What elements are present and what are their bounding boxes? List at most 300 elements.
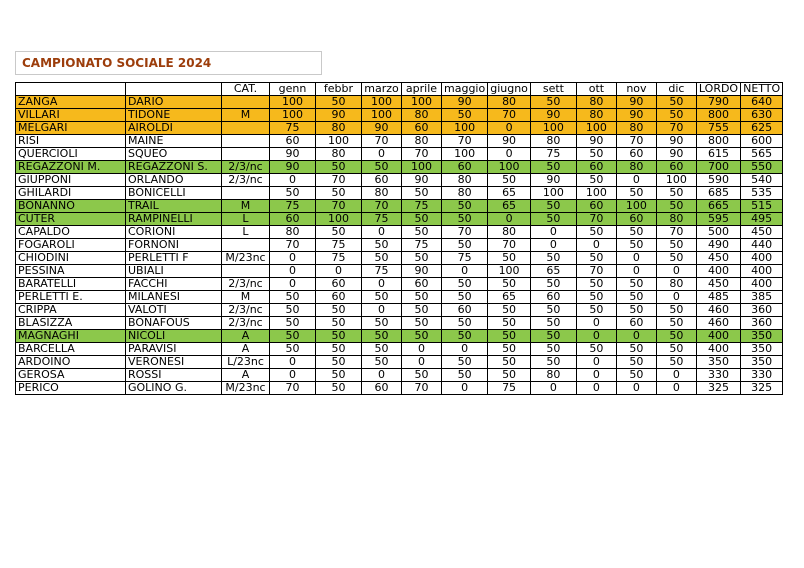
- score-cell: 50: [402, 213, 442, 226]
- score-cell: 485: [696, 291, 740, 304]
- score-cell: 80: [576, 96, 616, 109]
- score-cell: 590: [696, 174, 740, 187]
- score-cell: 70: [616, 135, 656, 148]
- score-cell: 50: [402, 291, 442, 304]
- score-cell: 400: [741, 265, 783, 278]
- score-cell: 70: [576, 265, 616, 278]
- score-cell: 640: [741, 96, 783, 109]
- partner-cell: RAMPINELLI: [126, 213, 222, 226]
- score-cell: 50: [316, 356, 362, 369]
- score-cell: 450: [741, 226, 783, 239]
- score-cell: 90: [442, 96, 488, 109]
- score-cell: 50: [442, 291, 488, 304]
- table-row: [16, 96, 783, 109]
- score-cell: 0: [576, 317, 616, 330]
- score-cell: 70: [402, 148, 442, 161]
- col-header: sett: [530, 83, 576, 96]
- category-cell: L: [222, 226, 270, 239]
- category-cell: [222, 148, 270, 161]
- score-cell: 70: [442, 135, 488, 148]
- score-cell: 50: [362, 291, 402, 304]
- col-header: genn: [270, 83, 316, 96]
- score-cell: 100: [576, 122, 616, 135]
- col-header: maggio: [442, 83, 488, 96]
- score-cell: 0: [656, 265, 696, 278]
- score-cell: 60: [616, 148, 656, 161]
- score-cell: 385: [741, 291, 783, 304]
- score-cell: 80: [442, 187, 488, 200]
- score-cell: 50: [270, 291, 316, 304]
- score-cell: 50: [402, 317, 442, 330]
- score-cell: 0: [616, 174, 656, 187]
- score-cell: 80: [442, 174, 488, 187]
- page-title: CAMPIONATO SOCIALE 2024: [22, 56, 212, 70]
- score-cell: 50: [488, 174, 531, 187]
- score-cell: 50: [656, 252, 696, 265]
- table-row: [16, 317, 783, 330]
- score-cell: 0: [530, 382, 576, 395]
- partner-cell: ORLANDO: [126, 174, 222, 187]
- score-cell: 60: [576, 161, 616, 174]
- score-cell: 90: [656, 135, 696, 148]
- partner-cell: ROSSI: [126, 369, 222, 382]
- score-cell: 0: [616, 330, 656, 343]
- score-cell: 50: [316, 96, 362, 109]
- score-cell: 50: [270, 304, 316, 317]
- score-cell: 100: [316, 135, 362, 148]
- score-cell: 75: [316, 239, 362, 252]
- score-cell: 50: [402, 187, 442, 200]
- surname-cell: ZANGA: [16, 96, 126, 109]
- score-cell: 75: [488, 382, 531, 395]
- score-cell: 50: [530, 200, 576, 213]
- score-cell: 100: [488, 265, 531, 278]
- partner-cell: MILANESI: [126, 291, 222, 304]
- score-cell: 50: [442, 278, 488, 291]
- score-cell: 360: [741, 317, 783, 330]
- category-cell: A: [222, 369, 270, 382]
- score-cell: 50: [616, 239, 656, 252]
- category-cell: M: [222, 291, 270, 304]
- surname-cell: CRIPPA: [16, 304, 126, 317]
- score-cell: 50: [616, 369, 656, 382]
- score-cell: 0: [270, 252, 316, 265]
- category-cell: L/23nc: [222, 356, 270, 369]
- score-cell: 100: [270, 109, 316, 122]
- score-cell: 70: [488, 239, 531, 252]
- score-cell: 700: [696, 161, 740, 174]
- score-cell: 100: [616, 200, 656, 213]
- score-cell: 80: [270, 226, 316, 239]
- score-cell: 65: [488, 200, 531, 213]
- score-cell: 90: [656, 148, 696, 161]
- category-cell: 2/3/nc: [222, 304, 270, 317]
- score-cell: 400: [741, 278, 783, 291]
- score-cell: 60: [270, 135, 316, 148]
- score-cell: 50: [442, 200, 488, 213]
- score-cell: 60: [616, 213, 656, 226]
- score-cell: 90: [576, 135, 616, 148]
- score-cell: 75: [316, 252, 362, 265]
- score-cell: 50: [442, 356, 488, 369]
- score-cell: 350: [741, 356, 783, 369]
- score-cell: 50: [270, 343, 316, 356]
- table-row: [16, 278, 783, 291]
- surname-cell: RISI: [16, 135, 126, 148]
- score-cell: 90: [530, 109, 576, 122]
- score-cell: 0: [576, 239, 616, 252]
- score-cell: 0: [576, 369, 616, 382]
- score-cell: 50: [488, 278, 531, 291]
- partner-cell: FACCHI: [126, 278, 222, 291]
- score-cell: 0: [616, 252, 656, 265]
- score-cell: 50: [656, 96, 696, 109]
- score-cell: 50: [442, 317, 488, 330]
- score-cell: 50: [616, 304, 656, 317]
- score-cell: 50: [530, 278, 576, 291]
- score-cell: 50: [362, 343, 402, 356]
- score-cell: 50: [402, 369, 442, 382]
- standings-table: [15, 82, 783, 395]
- category-cell: M: [222, 200, 270, 213]
- surname-cell: CAPALDO: [16, 226, 126, 239]
- surname-cell: GHILARDI: [16, 187, 126, 200]
- score-cell: 100: [270, 96, 316, 109]
- score-cell: 50: [616, 187, 656, 200]
- score-cell: 50: [362, 356, 402, 369]
- score-cell: 50: [656, 200, 696, 213]
- category-cell: A: [222, 343, 270, 356]
- score-cell: 0: [270, 356, 316, 369]
- score-cell: 70: [656, 226, 696, 239]
- table-row: [16, 343, 783, 356]
- score-cell: 0: [362, 369, 402, 382]
- score-cell: 0: [656, 382, 696, 395]
- col-header: giugno: [488, 83, 531, 96]
- score-cell: 60: [316, 291, 362, 304]
- col-header: CAT.: [222, 83, 270, 96]
- surname-cell: PESSINA: [16, 265, 126, 278]
- category-cell: M/23nc: [222, 382, 270, 395]
- score-cell: 50: [656, 304, 696, 317]
- score-cell: 350: [741, 330, 783, 343]
- score-cell: 100: [656, 174, 696, 187]
- score-cell: 535: [741, 187, 783, 200]
- score-cell: 100: [402, 161, 442, 174]
- surname-cell: GIUPPONI: [16, 174, 126, 187]
- table-row: [16, 109, 783, 122]
- category-cell: [222, 135, 270, 148]
- score-cell: 50: [656, 187, 696, 200]
- score-cell: 440: [741, 239, 783, 252]
- score-cell: 615: [696, 148, 740, 161]
- score-cell: 540: [741, 174, 783, 187]
- score-cell: 70: [270, 239, 316, 252]
- col-header: dic: [656, 83, 696, 96]
- partner-cell: DARIO: [126, 96, 222, 109]
- score-cell: 595: [696, 213, 740, 226]
- partner-cell: NICOLI: [126, 330, 222, 343]
- score-cell: 0: [270, 278, 316, 291]
- table-row: [16, 200, 783, 213]
- partner-cell: SQUEO: [126, 148, 222, 161]
- score-cell: 75: [362, 213, 402, 226]
- score-cell: 0: [270, 369, 316, 382]
- score-cell: 65: [488, 291, 531, 304]
- score-cell: 50: [530, 317, 576, 330]
- score-cell: 90: [362, 122, 402, 135]
- score-cell: 350: [696, 356, 740, 369]
- surname-cell: PERLETTI E.: [16, 291, 126, 304]
- score-cell: 600: [741, 135, 783, 148]
- score-cell: 50: [316, 343, 362, 356]
- score-cell: 100: [442, 122, 488, 135]
- score-cell: 0: [362, 278, 402, 291]
- score-cell: 450: [696, 278, 740, 291]
- score-cell: 400: [696, 343, 740, 356]
- score-cell: 0: [576, 382, 616, 395]
- score-cell: 550: [741, 161, 783, 174]
- score-cell: 50: [530, 330, 576, 343]
- score-cell: 330: [696, 369, 740, 382]
- score-cell: 70: [362, 135, 402, 148]
- table-row: [16, 226, 783, 239]
- score-cell: 80: [488, 226, 531, 239]
- partner-cell: BONAFOUS: [126, 317, 222, 330]
- score-cell: 400: [741, 252, 783, 265]
- partner-cell: FORNONI: [126, 239, 222, 252]
- table-row: [16, 304, 783, 317]
- score-cell: 50: [656, 330, 696, 343]
- table-row: [16, 122, 783, 135]
- score-cell: 100: [362, 109, 402, 122]
- score-cell: 50: [362, 161, 402, 174]
- score-cell: 0: [362, 226, 402, 239]
- partner-cell: GOLINO G.: [126, 382, 222, 395]
- score-cell: 0: [488, 148, 531, 161]
- score-cell: 50: [656, 343, 696, 356]
- score-cell: 75: [362, 265, 402, 278]
- table-row: [16, 239, 783, 252]
- partner-cell: BONICELLI: [126, 187, 222, 200]
- score-cell: 50: [576, 252, 616, 265]
- score-cell: 0: [402, 356, 442, 369]
- partner-cell: UBIALI: [126, 265, 222, 278]
- category-cell: 2/3/nc: [222, 317, 270, 330]
- surname-cell: PERICO: [16, 382, 126, 395]
- col-header: ott: [576, 83, 616, 96]
- score-cell: 70: [442, 226, 488, 239]
- score-cell: 50: [656, 317, 696, 330]
- score-cell: 100: [402, 96, 442, 109]
- score-cell: 50: [362, 239, 402, 252]
- score-cell: 50: [488, 356, 531, 369]
- table-row: [16, 369, 783, 382]
- col-header: [16, 83, 126, 96]
- table-row: [16, 265, 783, 278]
- score-cell: 80: [402, 135, 442, 148]
- score-cell: 70: [316, 174, 362, 187]
- score-cell: 50: [656, 109, 696, 122]
- score-cell: 50: [530, 96, 576, 109]
- table-row: [16, 213, 783, 226]
- score-cell: 90: [616, 96, 656, 109]
- score-cell: 70: [270, 382, 316, 395]
- category-cell: 2/3/nc: [222, 278, 270, 291]
- col-header: febbr: [316, 83, 362, 96]
- score-cell: 80: [316, 148, 362, 161]
- col-header: LORDO: [696, 83, 740, 96]
- score-cell: 0: [316, 265, 362, 278]
- score-cell: 80: [530, 135, 576, 148]
- score-cell: 90: [402, 265, 442, 278]
- score-cell: 50: [656, 356, 696, 369]
- score-cell: 50: [316, 369, 362, 382]
- score-cell: 495: [741, 213, 783, 226]
- score-cell: 100: [442, 148, 488, 161]
- surname-cell: ARDOINO: [16, 356, 126, 369]
- score-cell: 50: [316, 226, 362, 239]
- partner-cell: PERLETTI F: [126, 252, 222, 265]
- col-header: aprile: [402, 83, 442, 96]
- score-cell: 50: [616, 291, 656, 304]
- score-cell: 50: [402, 226, 442, 239]
- score-cell: 60: [530, 291, 576, 304]
- table-row: [16, 252, 783, 265]
- score-cell: 50: [402, 304, 442, 317]
- score-cell: 360: [741, 304, 783, 317]
- score-cell: 685: [696, 187, 740, 200]
- surname-cell: VILLARI: [16, 109, 126, 122]
- score-cell: 50: [576, 291, 616, 304]
- score-cell: 325: [741, 382, 783, 395]
- table-row: [16, 148, 783, 161]
- score-cell: 0: [488, 213, 531, 226]
- score-cell: 75: [442, 252, 488, 265]
- score-cell: 50: [270, 330, 316, 343]
- score-cell: 60: [362, 174, 402, 187]
- surname-cell: MAGNAGHI: [16, 330, 126, 343]
- score-cell: 325: [696, 382, 740, 395]
- table-row: [16, 382, 783, 395]
- score-cell: 800: [696, 109, 740, 122]
- score-cell: 50: [442, 109, 488, 122]
- score-cell: 400: [696, 330, 740, 343]
- col-header: NETTO: [741, 83, 783, 96]
- surname-cell: GEROSA: [16, 369, 126, 382]
- score-cell: 50: [402, 252, 442, 265]
- score-cell: 70: [316, 200, 362, 213]
- score-cell: 0: [656, 291, 696, 304]
- score-cell: 625: [741, 122, 783, 135]
- score-cell: 50: [270, 187, 316, 200]
- surname-cell: REGAZZONI M.: [16, 161, 126, 174]
- surname-cell: CUTER: [16, 213, 126, 226]
- score-cell: 75: [530, 148, 576, 161]
- category-cell: [222, 239, 270, 252]
- score-cell: 90: [616, 109, 656, 122]
- partner-cell: VERONESI: [126, 356, 222, 369]
- score-cell: 50: [530, 304, 576, 317]
- score-cell: 50: [316, 304, 362, 317]
- score-cell: 50: [576, 174, 616, 187]
- table-row: [16, 330, 783, 343]
- score-cell: 0: [442, 343, 488, 356]
- score-cell: 70: [488, 109, 531, 122]
- score-cell: 515: [741, 200, 783, 213]
- score-cell: 80: [616, 122, 656, 135]
- partner-cell: TIDONE: [126, 109, 222, 122]
- score-cell: 90: [270, 148, 316, 161]
- header-row: [16, 83, 783, 96]
- score-cell: 0: [656, 369, 696, 382]
- surname-cell: MELGARI: [16, 122, 126, 135]
- score-cell: 80: [402, 109, 442, 122]
- col-header: [126, 83, 222, 96]
- table-row: [16, 174, 783, 187]
- score-cell: 460: [696, 304, 740, 317]
- score-cell: 80: [576, 109, 616, 122]
- score-cell: 0: [530, 239, 576, 252]
- surname-cell: BARCELLA: [16, 343, 126, 356]
- score-cell: 460: [696, 317, 740, 330]
- table-row: [16, 356, 783, 369]
- score-cell: 75: [402, 239, 442, 252]
- surname-cell: QUERCIOLI: [16, 148, 126, 161]
- score-cell: 80: [316, 122, 362, 135]
- col-header: nov: [616, 83, 656, 96]
- score-cell: 50: [362, 330, 402, 343]
- score-cell: 50: [488, 317, 531, 330]
- score-cell: 75: [270, 122, 316, 135]
- score-cell: 80: [656, 278, 696, 291]
- score-cell: 0: [362, 304, 402, 317]
- score-cell: 70: [576, 213, 616, 226]
- score-cell: 50: [442, 239, 488, 252]
- table-row: [16, 187, 783, 200]
- score-cell: 50: [576, 343, 616, 356]
- score-cell: 50: [616, 226, 656, 239]
- score-cell: 0: [442, 265, 488, 278]
- score-cell: 60: [362, 382, 402, 395]
- score-cell: 60: [270, 213, 316, 226]
- partner-cell: TRAIL: [126, 200, 222, 213]
- score-cell: 330: [741, 369, 783, 382]
- score-cell: 75: [402, 200, 442, 213]
- score-cell: 100: [576, 187, 616, 200]
- partner-cell: REGAZZONI S.: [126, 161, 222, 174]
- partner-cell: AIROLDI: [126, 122, 222, 135]
- score-cell: 350: [741, 343, 783, 356]
- partner-cell: PARAVISI: [126, 343, 222, 356]
- score-cell: 50: [656, 239, 696, 252]
- score-cell: 80: [362, 187, 402, 200]
- score-cell: 100: [362, 96, 402, 109]
- score-cell: 50: [616, 356, 656, 369]
- score-cell: 50: [402, 330, 442, 343]
- score-cell: 50: [530, 343, 576, 356]
- score-cell: 50: [530, 213, 576, 226]
- score-cell: 50: [488, 304, 531, 317]
- score-cell: 50: [270, 317, 316, 330]
- score-cell: 0: [270, 265, 316, 278]
- score-cell: 755: [696, 122, 740, 135]
- partner-cell: MAINE: [126, 135, 222, 148]
- surname-cell: BARATELLI: [16, 278, 126, 291]
- score-cell: 50: [362, 317, 402, 330]
- table-body: [16, 96, 783, 395]
- category-cell: A: [222, 330, 270, 343]
